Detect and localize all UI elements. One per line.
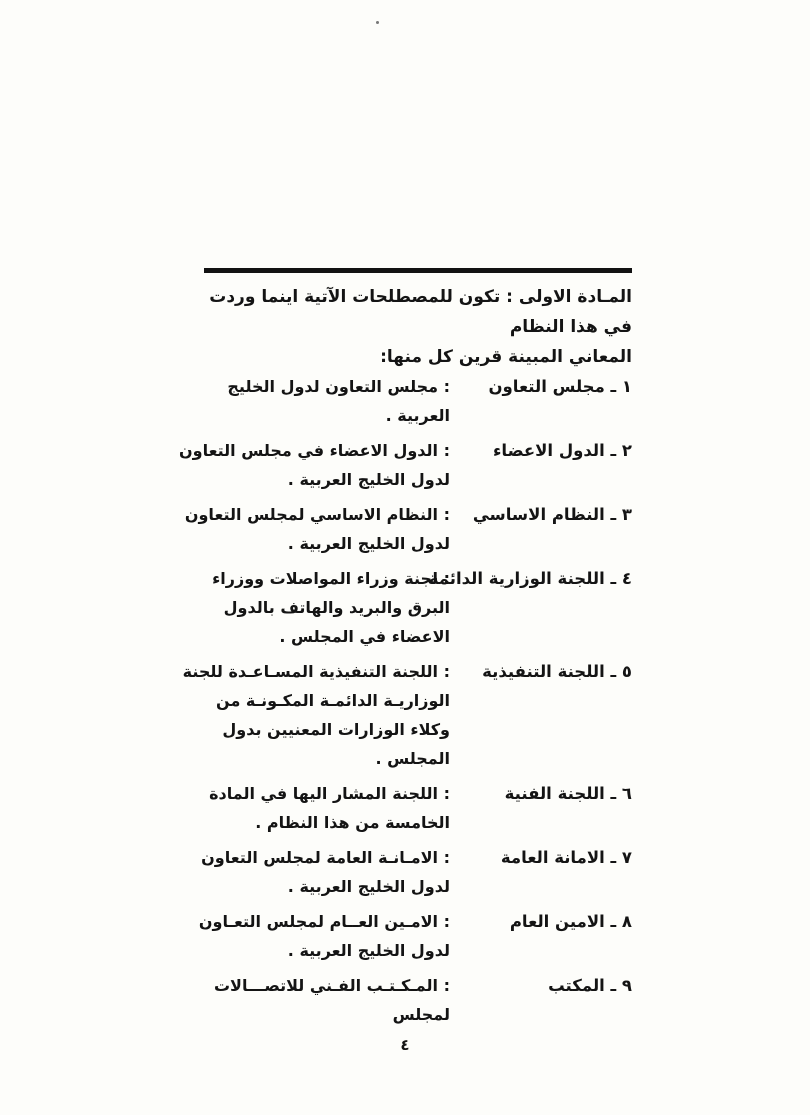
definition-text: : اللجنة التنفيذية المسـاعـدة للجنة الوزاريـة الدائمـة المكـونـة من وكلاء الوزارات المعنيين بدول المجلس .	[182, 662, 450, 768]
definition-row	[176, 372, 632, 430]
definition-row	[176, 843, 632, 901]
term-label: ٨ ـ الامين العام	[509, 912, 632, 931]
definitions-list	[176, 372, 632, 1035]
definition-row	[176, 564, 632, 651]
term-label: ٥ ـ اللجنة التنفيذية	[482, 662, 632, 681]
term-label: ٤ ـ اللجنة الوزارية الدائمة	[428, 569, 632, 588]
definition-row	[176, 500, 632, 558]
term-label: ٢ ـ الدول الاعضاء	[492, 441, 632, 460]
article-heading	[177, 282, 632, 372]
term-label: ١ ـ مجلس التعاون	[488, 377, 632, 396]
scan-artifact-dot	[376, 21, 379, 24]
definition-text: : المـكـتـب الفـني للاتصـــالات لمجلس	[213, 976, 450, 1024]
definition-row	[176, 657, 632, 773]
term-label: ٧ ـ الامانة العامة	[500, 848, 632, 867]
definition-text: : اللجنة المشار اليها في المادة الخامسة من هذا النظام .	[209, 784, 450, 832]
term-label: ٦ ـ اللجنة الفنية	[504, 784, 632, 803]
article-heading-line2: المعاني المبينة قرين كل منها:	[380, 347, 632, 367]
heading-divider	[204, 268, 632, 273]
definition-text: : النظام الاساسي لمجلس التعاون لدول الخليج العربية .	[184, 505, 450, 553]
definition-text: : لجنة وزراء المواصلات ووزراء البرق والبريد والهاتف بالدول الاعضاء في المجلس .	[212, 569, 450, 646]
article-heading-line1: المـادة الاولى : تكون للمصطلحات الآتية اينما وردت في هذا النظام	[209, 287, 632, 337]
definition-text: : الامـين العــام لمجلس التعـاون لدول الخليج العربية .	[198, 912, 450, 960]
definition-row	[176, 971, 632, 1029]
definition-row	[176, 436, 632, 494]
definition-text: : الدول الاعضاء في مجلس التعاون لدول الخليج العربية .	[178, 441, 450, 489]
term-label: ٣ ـ النظام الاساسي	[472, 505, 632, 524]
definition-text: : الامـانـة العامة لمجلس التعاون لدول الخليج العربية .	[201, 848, 450, 896]
page-number: ٤	[400, 1036, 410, 1054]
definition-text: : مجلس التعاون لدول الخليج العربية .	[227, 377, 450, 425]
definition-row	[176, 779, 632, 837]
term-label: ٩ ـ المكتب	[548, 976, 632, 995]
definition-row	[176, 907, 632, 965]
